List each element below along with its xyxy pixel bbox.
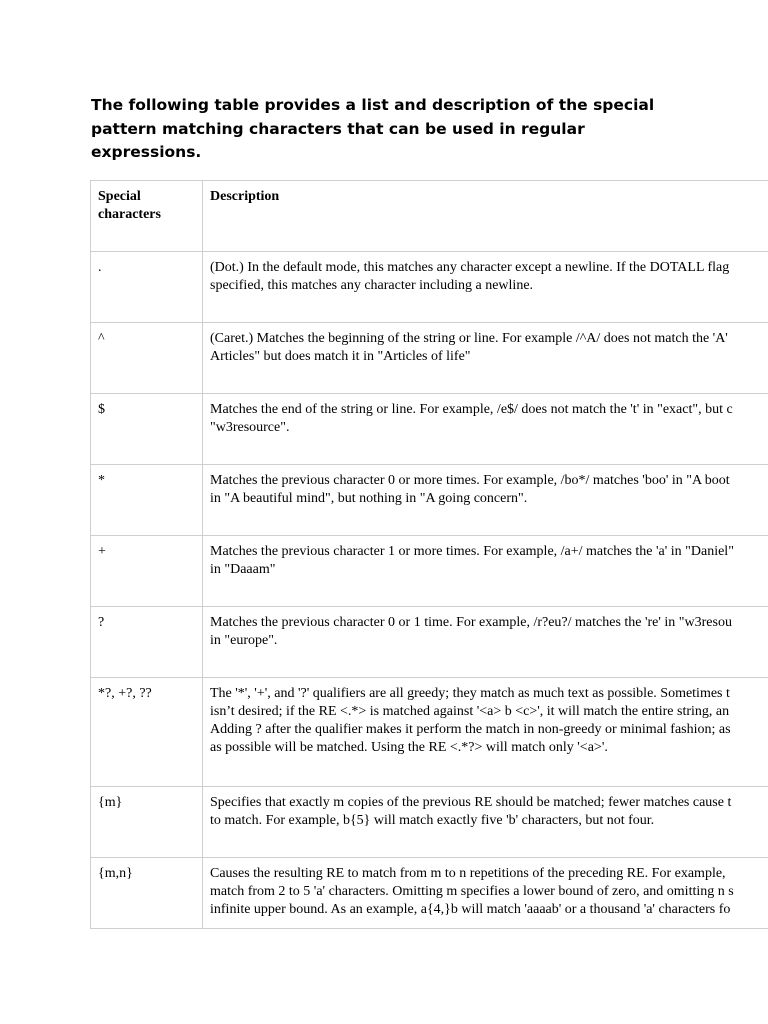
table-row (91, 465, 768, 536)
description-cell (203, 323, 768, 394)
special-characters-table (90, 180, 768, 929)
description-line: as possible will be matched. Using the RE <.*?> will match only '<a>'. (210, 740, 608, 755)
description-line: Articles" but does match it in "Articles of life" (210, 349, 471, 364)
table-row (91, 858, 768, 929)
description-cell (203, 394, 768, 465)
header-special-characters (91, 181, 203, 252)
description-line: Causes the resulting RE to match from m to n repetitions of the preceding RE. For example, (210, 866, 726, 881)
table-header-row (91, 181, 768, 252)
description-cell (203, 252, 768, 323)
description-cell (203, 858, 768, 929)
intro-paragraph (91, 94, 691, 165)
description-line: isn’t desired; if the RE <.*> is matched against '<a> b <c>', it will match the entire string, an (210, 704, 730, 719)
header-text: Special (98, 189, 141, 204)
intro-line: The following table provides a list and description of the special (91, 96, 655, 114)
table-row (91, 252, 768, 323)
description-cell (203, 787, 768, 858)
header-text: characters (98, 207, 161, 222)
description-line: (Dot.) In the default mode, this matches any character except a newline. If the DOTALL flag (210, 260, 730, 275)
description-line: "w3resource". (210, 420, 290, 435)
description-line: Adding ? after the qualifier makes it perform the match in non-greedy or minimal fashion; as (210, 722, 731, 737)
description-line: The '*', '+', and '?' qualifiers are all greedy; they match as much text as possible. Sometimes t (210, 686, 730, 701)
table-row (91, 323, 768, 394)
description-line: in "A beautiful mind", but nothing in "A going concern". (210, 491, 528, 506)
table-row (91, 536, 768, 607)
description-line: Specifies that exactly m copies of the previous RE should be matched; fewer matches cause t (210, 795, 732, 810)
description-cell (203, 465, 768, 536)
description-line: in "europe". (210, 633, 278, 648)
table-row (91, 678, 768, 787)
description-line: in "Daaam" (210, 562, 276, 577)
description-line: to match. For example, b{5} will match exactly five 'b' characters, but not four. (210, 813, 655, 828)
description-cell (203, 536, 768, 607)
special-char-cell: . (91, 252, 203, 323)
special-char-cell: ^ (91, 323, 203, 394)
header-description: Description (203, 181, 768, 252)
special-char-cell: $ (91, 394, 203, 465)
description-line: infinite upper bound. As an example, a{4,}b will match 'aaaab' or a thousand 'a' characters fo (210, 902, 731, 917)
special-char-cell: {m} (91, 787, 203, 858)
description-line: Matches the end of the string or line. For example, /e$/ does not match the 't' in "exact", but c (210, 402, 733, 417)
description-cell (203, 607, 768, 678)
table-row (91, 787, 768, 858)
description-line: Matches the previous character 0 or more times. For example, /bo*/ matches 'boo' in "A boot (210, 473, 730, 488)
special-char-cell: * (91, 465, 203, 536)
intro-line: pattern matching characters that can be used in regular (91, 119, 585, 138)
intro-line: expressions. (91, 143, 202, 161)
special-char-cell: + (91, 536, 203, 607)
special-char-cell: {m,n} (91, 858, 203, 929)
special-char-cell: *?, +?, ?? (91, 678, 203, 787)
description-line: specified, this matches any character including a newline. (210, 278, 534, 293)
description-line: Matches the previous character 0 or 1 time. For example, /r?eu?/ matches the 're' in "w3resou (210, 615, 732, 630)
description-line: (Caret.) Matches the beginning of the string or line. For example /^A/ does not match the 'A' (210, 331, 728, 346)
description-cell (203, 678, 768, 787)
table-row (91, 394, 768, 465)
description-line: match from 2 to 5 'a' characters. Omitting m specifies a lower bound of zero, and omitting n s (210, 884, 734, 899)
description-line: Matches the previous character 1 or more times. For example, /a+/ matches the 'a' in "Daniel" (210, 544, 734, 559)
table-row (91, 607, 768, 678)
special-char-cell: ? (91, 607, 203, 678)
